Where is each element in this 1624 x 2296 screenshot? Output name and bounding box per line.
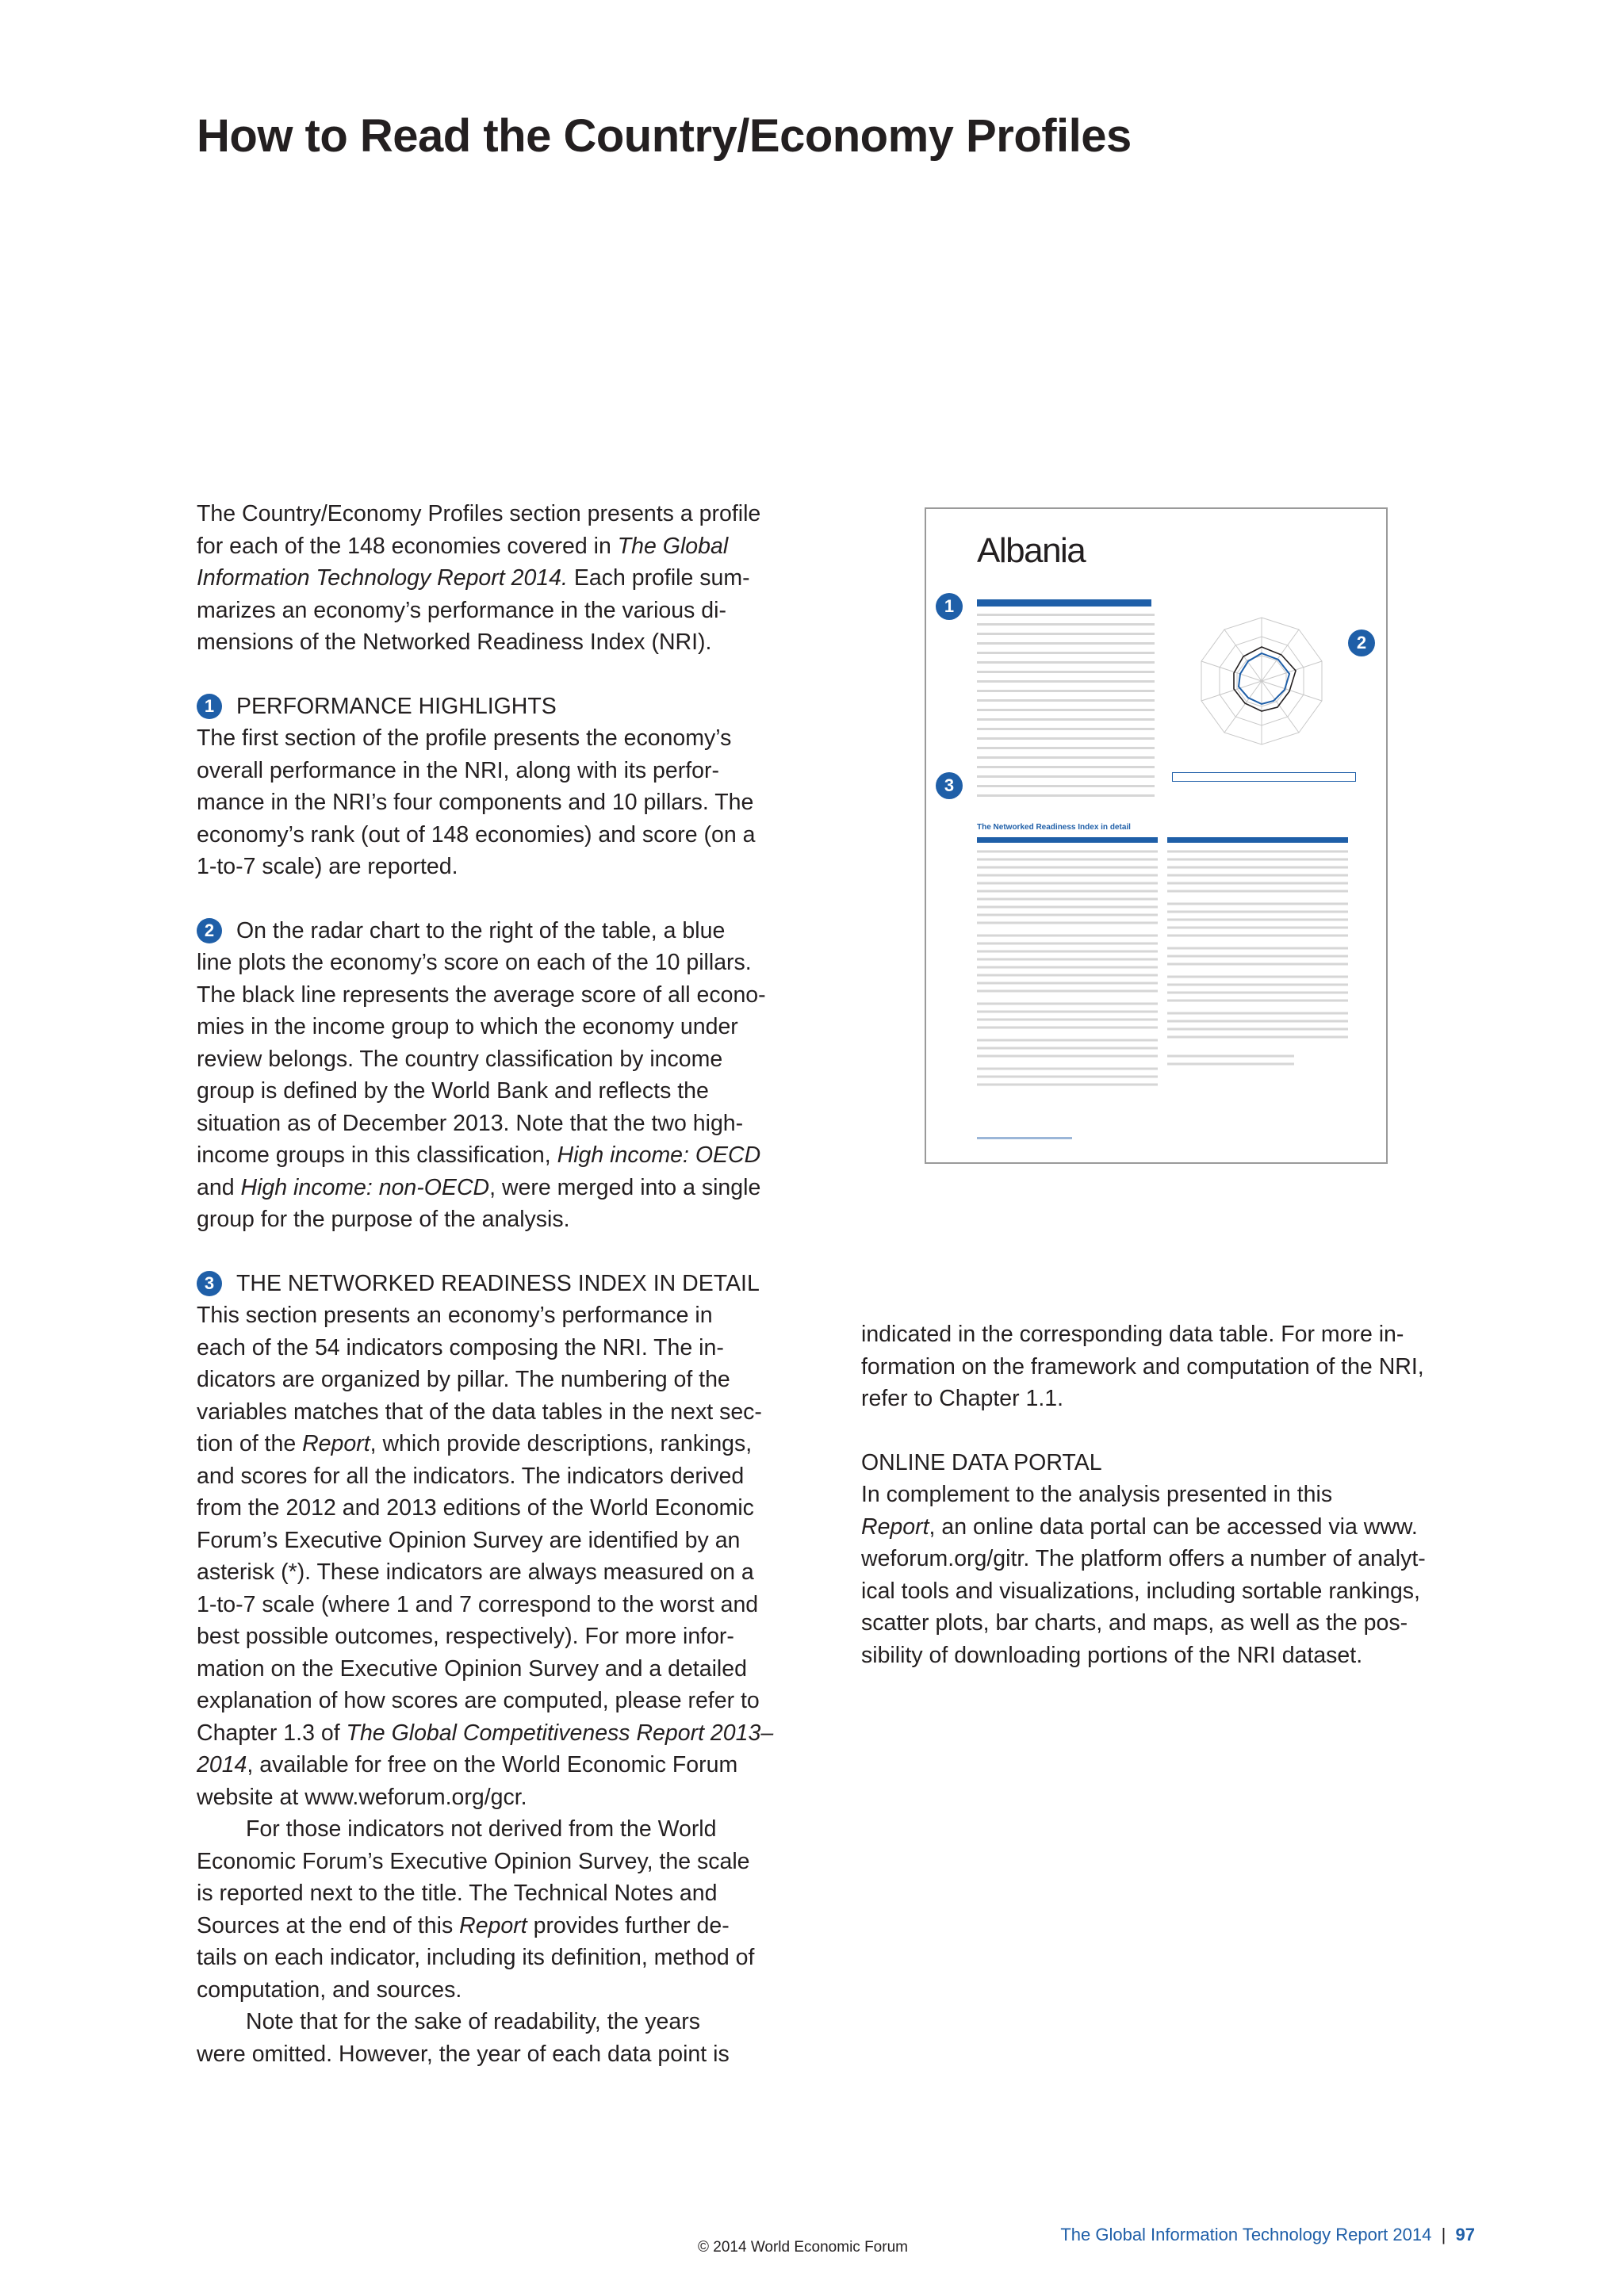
body-line: tion of the Report, which provide descriptions, rankings, [197,1431,753,1456]
page-number: 97 [1455,2225,1475,2244]
thumbnail-table-row [977,737,1155,740]
body-line: website at www.weforum.org/gcr. [197,1784,527,1810]
footer-copyright: © 2014 World Economic Forum [698,2239,908,2256]
body-line: group is defined by the World Bank and reflects the [197,1078,709,1104]
section-number-badge: 3 [197,1271,222,1296]
body-line: For those indicators not derived from the World [246,1816,717,1842]
thumbnail-table-row [977,680,1155,683]
body-line: and scores for all the indicators. The indicators derived [197,1463,745,1489]
body-line: income groups in this classification, High income: OECD [197,1142,761,1168]
intro-line: The Country/Economy Profiles section presents a profile [197,501,761,526]
intro-line: for each of the 148 economies covered in The Global [197,533,729,559]
thumbnail-table-row [977,718,1155,721]
body-line: mation on the Executive Opinion Survey and a detailed [197,1655,747,1682]
body-line: mance in the NRI’s four components and 10 pillars. The [197,790,754,815]
body-line: In complement to the analysis presented in this [861,1482,1333,1507]
intro-line: Information Technology Report 2014. Each profile sum- [197,565,750,591]
body-line: mies in the income group to which the economy under [197,1014,738,1039]
body-line: tails on each indicator, including its definition, method of [197,1945,755,1970]
thumbnail-table-row [977,623,1155,626]
thumbnail-detail-title: The Networked Readiness Index in detail [977,823,1131,832]
thumbnail-table-row [977,671,1155,673]
thumbnail-table-header [977,599,1151,607]
body-line: each of the 54 indicators composing the NRI. The in- [197,1334,724,1360]
body-line: Note that for the sake of readability, the years [246,2009,700,2034]
thumbnail-table-row [977,661,1155,664]
thumbnail-table-row [977,652,1155,654]
thumbnail-table-row [977,794,1155,797]
body-line: overall performance in the NRI, along with its perfor- [197,757,719,783]
thumbnail-detail-header [1167,837,1348,843]
thumbnail-table-row [977,785,1155,787]
body-line: 1-to-7 scale (where 1 and 7 correspond to the worst and [197,1591,759,1617]
body-line: This section presents an economy’s performance in [197,1303,713,1328]
body-line: were omitted. However, the year of each data point is [197,2041,730,2067]
body-line: The first section of the profile presents the economy’s [197,725,732,751]
thumbnail-table-row [977,728,1155,730]
body-line: dicators are organized by pillar. The numbering of the [197,1367,730,1392]
body-line: Forum’s Executive Opinion Survey are identified by an [197,1527,741,1553]
body-line: indicated in the corresponding data table. For more in- [861,1322,1404,1347]
section-number-badge: 2 [197,918,222,943]
thumbnail-table-row [977,756,1155,759]
thumbnail-radar-chart [1178,598,1345,764]
intro-line: mensions of the Networked Readiness Index (NRI). [197,629,712,655]
thumbnail-table-row [977,614,1155,616]
thumbnail-table-row [977,633,1155,635]
body-line: group for the purpose of the analysis. [197,1207,570,1232]
body-line: sibility of downloading portions of the NRI dataset. [861,1642,1363,1668]
thumbnail-radar-legend [1172,772,1356,782]
body-line: refer to Chapter 1.1. [861,1386,1064,1411]
body-line: ical tools and visualizations, including sortable rankings, [861,1578,1420,1604]
thumbnail-table-row [977,766,1155,768]
section-heading-detail: 3 THE NETWORKED READINESS INDEX IN DETAIL [197,1268,823,1300]
body-line: situation as of December 2013. Note that the two high- [197,1110,744,1136]
body-line: from the 2012 and 2013 editions of the World Economic [197,1495,754,1521]
section-heading-portal: ONLINE DATA PORTAL [861,1449,1102,1475]
body-line: line plots the economy’s score on each of the 10 pillars. [197,950,752,975]
thumbnail-table-row [977,690,1155,692]
callout-badge-1: 1 [936,593,963,620]
thumbnail-table-row [977,747,1155,749]
body-line: 2 On the radar chart to the right of the table, a blue [197,915,823,947]
body-line: scatter plots, bar charts, and maps, as well as the pos- [861,1610,1408,1636]
profile-thumbnail [925,507,1388,1164]
body-line: review belongs. The country classification by income [197,1046,723,1072]
thumbnail-table-row [977,775,1155,778]
body-line: Economic Forum’s Executive Opinion Survey, the scale [197,1848,750,1874]
body-line: Report, an online data portal can be accessed via www. [861,1513,1418,1540]
section-number-badge: 1 [197,694,222,719]
body-line: best possible outcomes, respectively). For more infor- [197,1624,734,1649]
body-line: The black line represents the average score of all econo- [197,982,766,1008]
footer-report: The Global Information Technology Report 2014 | 97 [1060,2225,1475,2244]
callout-badge-3: 3 [936,772,963,799]
intro-line: marizes an economy’s performance in the various di- [197,597,726,623]
page-title: How to Read the Country/Economy Profiles [197,110,1132,162]
body-line: 2014, available for free on the World Economic Forum [197,1752,738,1777]
section-heading-performance: 1 PERFORMANCE HIGHLIGHTS [197,691,823,723]
thumbnail-detail-rows [977,848,1350,1102]
thumbnail-detail-header [977,837,1158,843]
body-line: variables matches that of the data tables in the next sec- [197,1399,762,1425]
callout-badge-2: 2 [1348,629,1375,656]
thumbnail-table-row [977,709,1155,711]
thumbnail-country-name: Albania [977,531,1086,570]
body-line: is reported next to the title. The Technical Notes and [197,1881,718,1906]
footer-separator: | [1441,2225,1446,2244]
thumbnail-table-row [977,699,1155,702]
body-line: 1-to-7 scale) are reported. [197,854,458,879]
body-line: weforum.org/gitr. The platform offers a number of analyt- [861,1546,1426,1571]
left-column [197,498,823,2070]
body-line: asterisk (*). These indicators are always measured on a [197,1559,754,1585]
body-line: economy’s rank (out of 148 economies) and score (on a [197,821,756,848]
body-line: formation on the framework and computation of the NRI, [861,1353,1424,1380]
body-line: Chapter 1.3 of The Global Competitiveness Report 2013– [197,1720,774,1746]
thumbnail-table-row [977,642,1155,645]
thumbnail-page-footer [977,1137,1072,1139]
right-column [861,1318,1480,1671]
body-line: computation, and sources. [197,1976,462,2003]
body-line: explanation of how scores are computed, please refer to [197,1688,760,1713]
body-line: and High income: non-OECD, were merged into a single [197,1174,761,1200]
body-line: Sources at the end of this Report provides further de- [197,1912,730,1938]
